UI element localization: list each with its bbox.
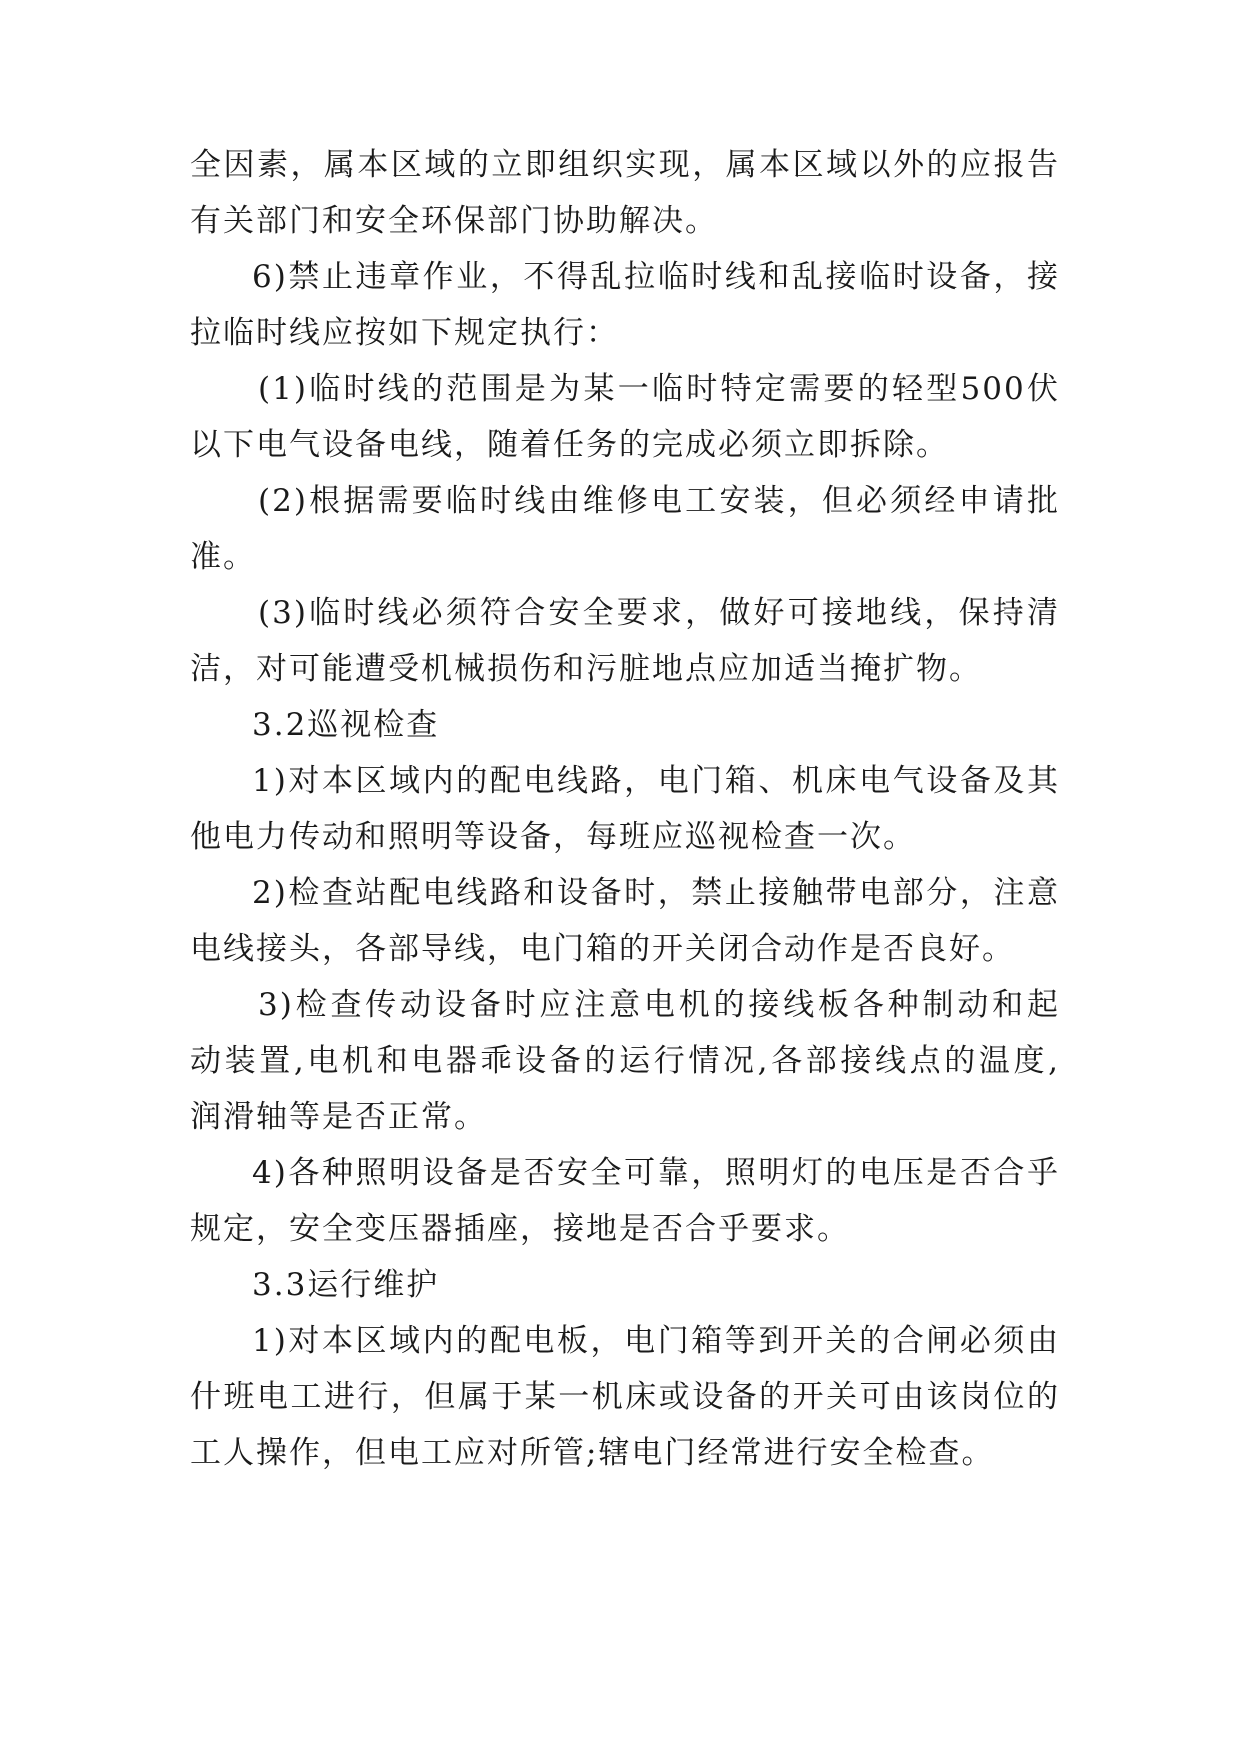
text-line: 1)对本区域内的配电板，电门箱等到开关的合闸必须由 <box>252 1323 1060 1359</box>
text-line: 全因素，属本区域的立即组织实现，属本区域以外的应报告 <box>190 147 1060 183</box>
text-line: 以下电气设备电线，随着任务的完成必须立即拆除。 <box>190 427 949 463</box>
text-line: 1)对本区域内的配电线路，电门箱、机床电气设备及其 <box>252 763 1060 799</box>
text-line: 2)检查站配电线路和设备时，禁止接触带电部分，注意 <box>252 875 1060 911</box>
text-line: 他电力传动和照明等设备，每班应巡视检查一次。 <box>190 819 916 855</box>
section-heading: 3.3运行维护 <box>252 1267 440 1303</box>
text-line: 6)禁止违章作业，不得乱拉临时线和乱接临时设备，接 <box>252 259 1060 295</box>
text-line: 准。 <box>190 539 256 575</box>
text-line: 什班电工进行，但属于某一机床或设备的开关可由该岗位的 <box>190 1379 1060 1415</box>
text-line: (3)临时线必须符合安全要求，做好可接地线，保持清 <box>258 595 1060 631</box>
text-line: 规定，安全变压器插座，接地是否合乎要求。 <box>190 1211 850 1247</box>
text-line: 电线接头，各部导线，电门箱的开关闭合动作是否良好。 <box>190 931 1015 967</box>
text-line: 3)检查传动设备时应注意电机的接线板各种制动和起 <box>258 987 1060 1023</box>
text-line: (2)根据需要临时线由维修电工安装，但必须经申请批 <box>258 483 1060 519</box>
text-line: 润滑轴等是否正常。 <box>190 1099 487 1135</box>
text-line: 洁，对可能遭受机械损伤和污脏地点应加适当掩扩物。 <box>190 651 982 687</box>
text-line: 4)各种照明设备是否安全可靠，照明灯的电压是否合乎 <box>252 1155 1060 1191</box>
section-heading: 3.2巡视检查 <box>252 707 440 743</box>
text-line: 工人操作，但电工应对所管;辖电门经常进行安全检查。 <box>190 1435 995 1471</box>
text-line: 动装置,电机和电器乖设备的运行情况,各部接线点的温度, <box>190 1043 1060 1079</box>
text-line: (1)临时线的范围是为某一临时特定需要的轻型500伏 <box>258 371 1060 407</box>
text-line: 拉临时线应按如下规定执行： <box>190 315 619 351</box>
text-line: 有关部门和安全环保部门协助解决。 <box>190 203 718 239</box>
